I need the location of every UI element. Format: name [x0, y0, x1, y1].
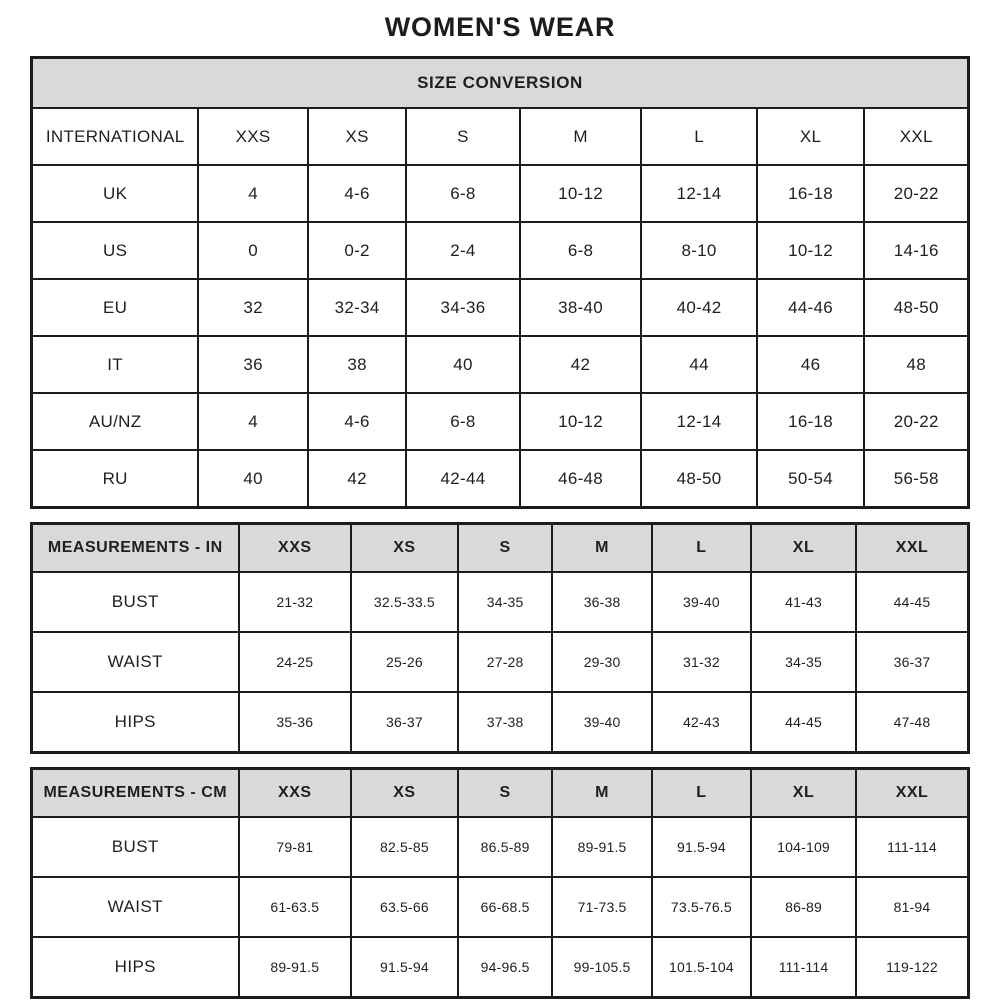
- size-value-cell: 56-58: [864, 450, 968, 508]
- size-value-cell: 6-8: [406, 393, 519, 450]
- measurement-value-cell: 44-45: [856, 572, 969, 632]
- size-column-header: S: [458, 769, 553, 818]
- measurement-value-cell: 27-28: [458, 632, 553, 692]
- measurement-value-cell: 25-26: [351, 632, 458, 692]
- measurement-value-cell: 86.5-89: [458, 817, 553, 877]
- size-value-cell: 48-50: [864, 279, 968, 336]
- size-conversion-title: SIZE CONVERSION: [32, 58, 969, 109]
- measurement-row: [32, 937, 969, 998]
- row-label: US: [32, 222, 199, 279]
- measurements-cm-table: [30, 767, 970, 999]
- measurement-value-cell: 36-37: [351, 692, 458, 753]
- measurement-value-cell: 79-81: [239, 817, 351, 877]
- size-value-cell: 40: [198, 450, 308, 508]
- measurement-value-cell: 66-68.5: [458, 877, 553, 937]
- size-value-cell: 20-22: [864, 393, 968, 450]
- size-value-cell: L: [641, 108, 756, 165]
- measurement-value-cell: 42-43: [652, 692, 751, 753]
- size-conversion-row: [32, 279, 969, 336]
- row-label: WAIST: [32, 632, 239, 692]
- size-value-cell: 4-6: [308, 393, 406, 450]
- measurement-value-cell: 91.5-94: [652, 817, 751, 877]
- size-value-cell: 0-2: [308, 222, 406, 279]
- size-value-cell: 44: [641, 336, 756, 393]
- size-value-cell: 12-14: [641, 165, 756, 222]
- size-value-cell: 6-8: [406, 165, 519, 222]
- measurement-value-cell: 94-96.5: [458, 937, 553, 998]
- size-value-cell: 46-48: [520, 450, 642, 508]
- row-label: AU/NZ: [32, 393, 199, 450]
- size-column-header: XL: [751, 769, 856, 818]
- measurement-value-cell: 39-40: [652, 572, 751, 632]
- measurement-row: [32, 817, 969, 877]
- measurement-row: [32, 572, 969, 632]
- size-value-cell: 6-8: [520, 222, 642, 279]
- size-value-cell: 40: [406, 336, 519, 393]
- measurement-value-cell: 71-73.5: [552, 877, 651, 937]
- measurement-value-cell: 91.5-94: [351, 937, 458, 998]
- size-value-cell: S: [406, 108, 519, 165]
- measurement-value-cell: 37-38: [458, 692, 553, 753]
- size-value-cell: 42: [520, 336, 642, 393]
- size-column-header: M: [552, 524, 651, 573]
- size-value-cell: 4: [198, 393, 308, 450]
- size-conversion-row: [32, 222, 969, 279]
- size-value-cell: 20-22: [864, 165, 968, 222]
- measurement-value-cell: 47-48: [856, 692, 969, 753]
- measurement-value-cell: 24-25: [239, 632, 351, 692]
- row-label: HIPS: [32, 692, 239, 753]
- measurement-row: [32, 632, 969, 692]
- size-column-header: M: [552, 769, 651, 818]
- measurement-value-cell: 44-45: [751, 692, 856, 753]
- size-conversion-row: [32, 108, 969, 165]
- row-label: BUST: [32, 817, 239, 877]
- size-column-header: XXL: [856, 769, 969, 818]
- row-label: IT: [32, 336, 199, 393]
- row-label: HIPS: [32, 937, 239, 998]
- row-label: UK: [32, 165, 199, 222]
- size-column-header: L: [652, 769, 751, 818]
- row-label: BUST: [32, 572, 239, 632]
- size-value-cell: 2-4: [406, 222, 519, 279]
- measurements-in-header-row: [32, 524, 969, 573]
- size-value-cell: 32-34: [308, 279, 406, 336]
- measurement-row: [32, 877, 969, 937]
- size-value-cell: 32: [198, 279, 308, 336]
- measurement-value-cell: 82.5-85: [351, 817, 458, 877]
- measurement-value-cell: 29-30: [552, 632, 651, 692]
- size-column-header: S: [458, 524, 553, 573]
- measurement-value-cell: 35-36: [239, 692, 351, 753]
- size-value-cell: 50-54: [757, 450, 865, 508]
- size-value-cell: 0: [198, 222, 308, 279]
- measurement-value-cell: 36-37: [856, 632, 969, 692]
- size-conversion-header-row: [32, 58, 969, 109]
- size-value-cell: 42-44: [406, 450, 519, 508]
- size-value-cell: 48-50: [641, 450, 756, 508]
- measurement-value-cell: 99-105.5: [552, 937, 651, 998]
- measurements-in-table: [30, 522, 970, 754]
- size-value-cell: 8-10: [641, 222, 756, 279]
- measurement-value-cell: 39-40: [552, 692, 651, 753]
- measurement-value-cell: 104-109: [751, 817, 856, 877]
- size-conversion-row: [32, 336, 969, 393]
- measurement-value-cell: 89-91.5: [239, 937, 351, 998]
- size-value-cell: 46: [757, 336, 865, 393]
- row-label: RU: [32, 450, 199, 508]
- measurement-value-cell: 31-32: [652, 632, 751, 692]
- size-value-cell: 48: [864, 336, 968, 393]
- table-title: MEASUREMENTS - CM: [32, 769, 239, 818]
- size-column-header: L: [652, 524, 751, 573]
- size-value-cell: 38-40: [520, 279, 642, 336]
- size-value-cell: 12-14: [641, 393, 756, 450]
- measurement-value-cell: 81-94: [856, 877, 969, 937]
- size-value-cell: 40-42: [641, 279, 756, 336]
- size-value-cell: 4-6: [308, 165, 406, 222]
- measurement-value-cell: 61-63.5: [239, 877, 351, 937]
- measurement-value-cell: 32.5-33.5: [351, 572, 458, 632]
- measurement-value-cell: 63.5-66: [351, 877, 458, 937]
- measurement-row: [32, 692, 969, 753]
- size-value-cell: 16-18: [757, 165, 865, 222]
- measurement-value-cell: 73.5-76.5: [652, 877, 751, 937]
- size-conversion-row: [32, 450, 969, 508]
- size-column-header: XL: [751, 524, 856, 573]
- size-value-cell: XXL: [864, 108, 968, 165]
- size-value-cell: 36: [198, 336, 308, 393]
- size-conversion-table: [30, 56, 970, 509]
- size-value-cell: 42: [308, 450, 406, 508]
- row-label: INTERNATIONAL: [32, 108, 199, 165]
- measurement-value-cell: 119-122: [856, 937, 969, 998]
- size-value-cell: XL: [757, 108, 865, 165]
- measurement-value-cell: 101.5-104: [652, 937, 751, 998]
- size-value-cell: XXS: [198, 108, 308, 165]
- measurement-value-cell: 41-43: [751, 572, 856, 632]
- tables-container: [30, 56, 970, 999]
- size-column-header: XS: [351, 769, 458, 818]
- size-column-header: XXS: [239, 769, 351, 818]
- size-column-header: XS: [351, 524, 458, 573]
- size-value-cell: 4: [198, 165, 308, 222]
- measurement-value-cell: 34-35: [458, 572, 553, 632]
- size-value-cell: 14-16: [864, 222, 968, 279]
- size-column-header: XXS: [239, 524, 351, 573]
- measurement-value-cell: 36-38: [552, 572, 651, 632]
- size-value-cell: 16-18: [757, 393, 865, 450]
- size-value-cell: M: [520, 108, 642, 165]
- size-column-header: XXL: [856, 524, 969, 573]
- table-title: MEASUREMENTS - IN: [32, 524, 239, 573]
- measurement-value-cell: 89-91.5: [552, 817, 651, 877]
- row-label: EU: [32, 279, 199, 336]
- measurement-value-cell: 34-35: [751, 632, 856, 692]
- size-value-cell: 10-12: [520, 165, 642, 222]
- measurement-value-cell: 21-32: [239, 572, 351, 632]
- size-value-cell: 10-12: [757, 222, 865, 279]
- size-value-cell: 44-46: [757, 279, 865, 336]
- size-conversion-row: [32, 165, 969, 222]
- size-value-cell: 34-36: [406, 279, 519, 336]
- size-value-cell: 10-12: [520, 393, 642, 450]
- size-value-cell: 38: [308, 336, 406, 393]
- row-label: WAIST: [32, 877, 239, 937]
- measurement-value-cell: 111-114: [856, 817, 969, 877]
- measurement-value-cell: 111-114: [751, 937, 856, 998]
- page-title: WOMEN'S WEAR: [384, 12, 616, 42]
- size-value-cell: XS: [308, 108, 406, 165]
- measurements-cm-header-row: [32, 769, 969, 818]
- measurement-value-cell: 86-89: [751, 877, 856, 937]
- size-conversion-row: [32, 393, 969, 450]
